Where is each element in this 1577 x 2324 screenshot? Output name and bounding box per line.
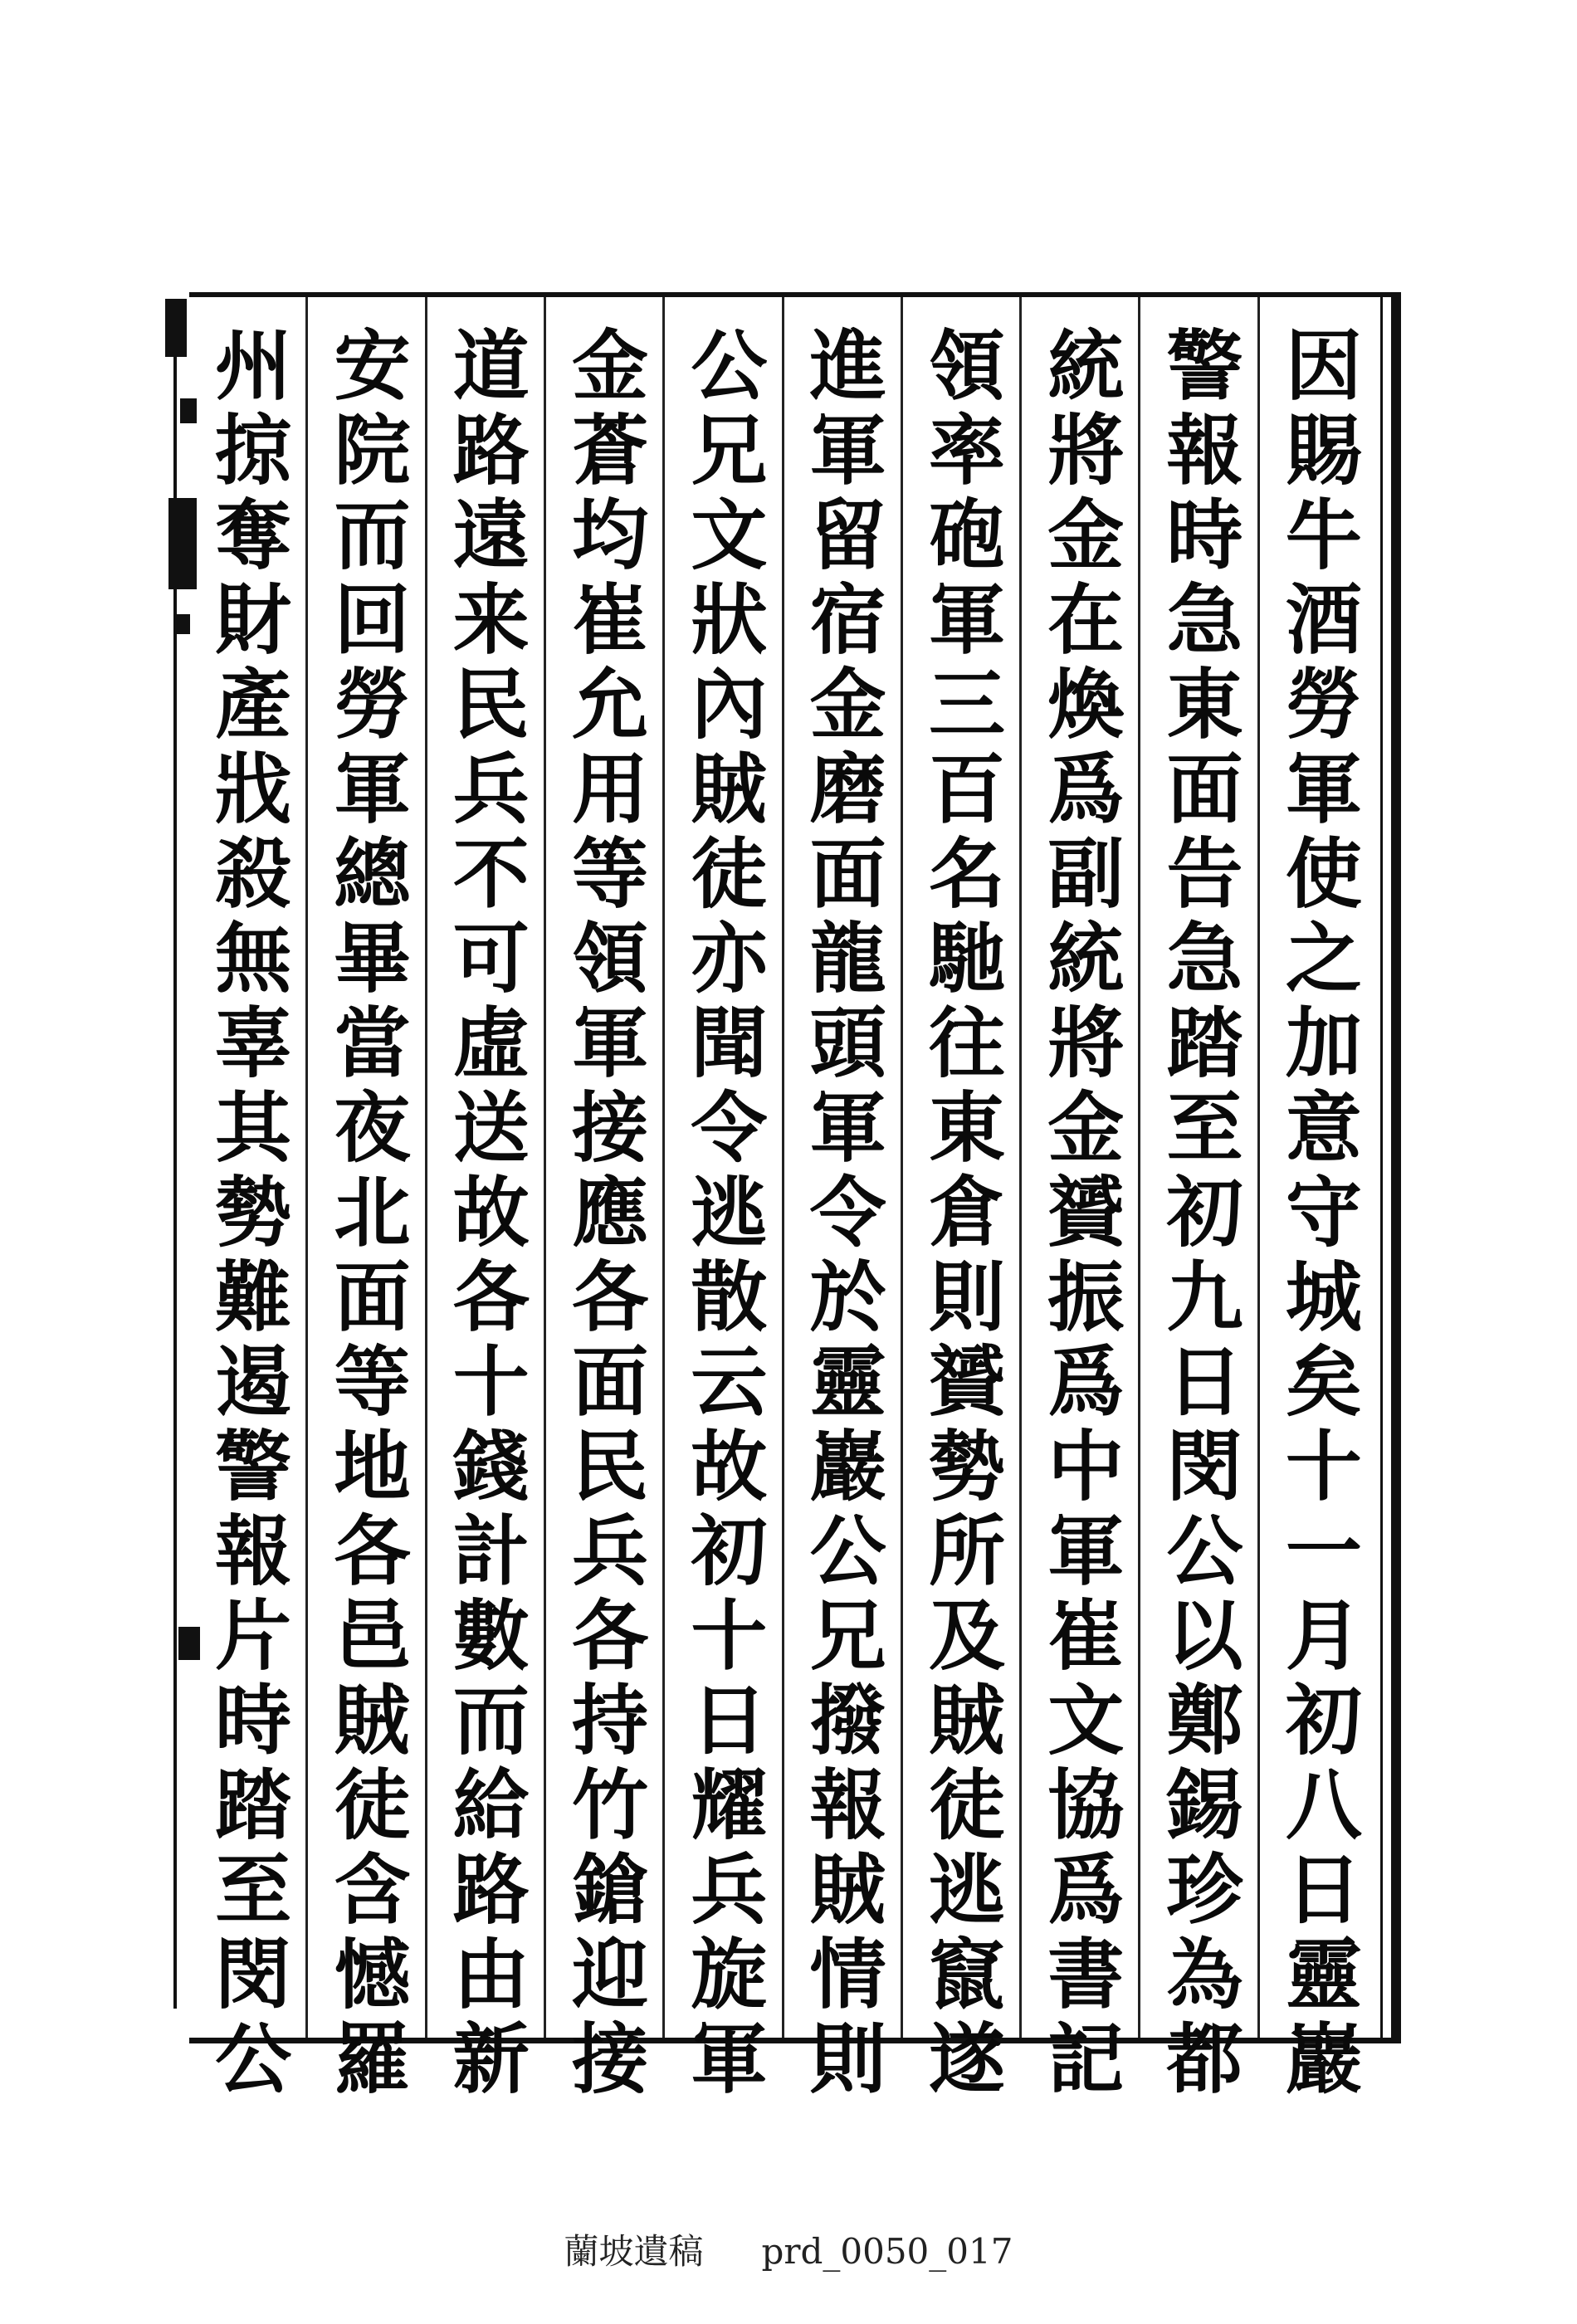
column-text: 公兄文狀內賊徒亦聞令逃散云故初十日耀兵旋軍 <box>678 325 769 2103</box>
text-column <box>189 297 305 2103</box>
column-text: 安院而回勞軍總畢當夜北面等地各邑賊徒含憾羅 <box>321 325 412 2103</box>
column-text: 警報時急東面告急踏至初九日閔公以鄭錫珍為都 <box>1154 325 1244 2103</box>
text-column <box>1257 297 1376 2103</box>
text-column <box>782 297 901 2103</box>
column-text: 道路遠来民兵不可虛送故各十錢計數而給路由新 <box>440 325 530 2103</box>
column-text: 領率砲軍三百名馳往東倉則贇勢所及賊徒逃竄遂 <box>915 325 1006 2103</box>
page-id: prd_0050_017 <box>761 2231 1013 2272</box>
page-caption <box>0 2224 1577 2274</box>
ink-blot <box>177 614 190 634</box>
text-column <box>1138 297 1257 2103</box>
print-frame <box>189 292 1401 2103</box>
column-text: 統將金在煥爲副統將金贇振爲中軍崔文協爲書記 <box>1035 325 1125 2103</box>
text-columns <box>189 297 1376 2103</box>
text-column <box>1019 297 1138 2103</box>
column-text: 進軍留宿金磨面龍頭軍令於靈巖公兄撥報賊情則 <box>797 325 887 2103</box>
text-column <box>901 297 1019 2103</box>
column-text: 金蒼均崔允用等領軍接應各面民兵各持竹鎗迎接 <box>559 325 650 2103</box>
column-text: 州掠奪財產戕殺無辜其勢難遏警報片時踏至閔公 <box>203 325 293 2103</box>
book-title: 蘭坡遺稿 <box>564 2231 704 2272</box>
frame-inner-rule <box>1380 297 1383 2038</box>
text-column <box>425 297 544 2103</box>
text-column <box>305 297 424 2103</box>
ink-blot <box>165 299 187 357</box>
text-column <box>662 297 781 2103</box>
column-text: 因賜牛酒勞軍使之加意守城矣十一月初八日靈巖 <box>1272 325 1363 2103</box>
text-column <box>544 297 662 2103</box>
